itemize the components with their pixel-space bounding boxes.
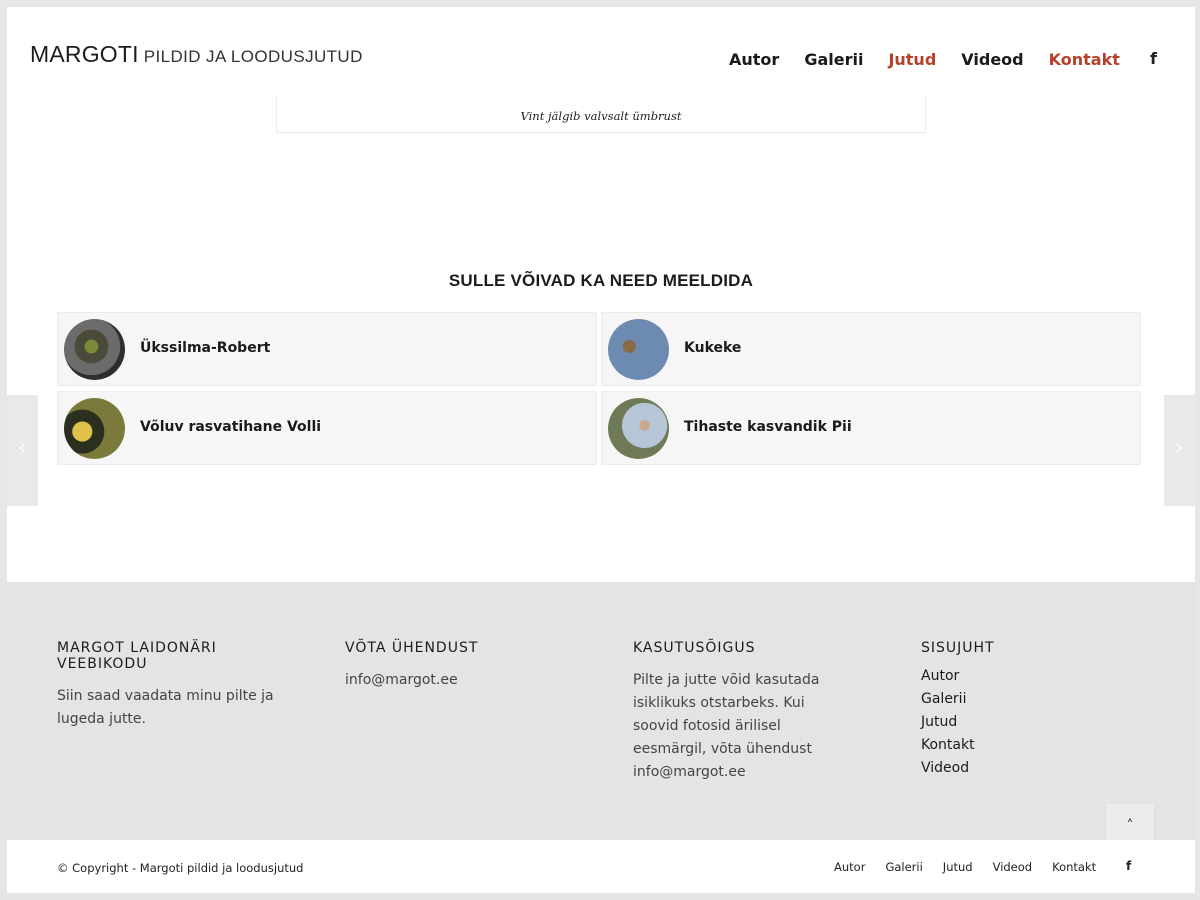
footer-column-about xyxy=(57,640,287,731)
logo-sub: PILDID JA LOODUSJUTUD xyxy=(143,47,363,66)
footer-heading: SISUJUHT xyxy=(921,640,995,656)
site-logo[interactable] xyxy=(30,41,363,68)
footer-heading: KASUTUSÕIGUS xyxy=(633,640,756,656)
footer-link-kontakt[interactable]: Kontakt xyxy=(921,737,975,753)
socket-link-jutud[interactable]: Jutud xyxy=(942,860,973,874)
footer-socket xyxy=(7,840,1195,893)
related-post-card[interactable] xyxy=(57,312,597,386)
facebook-icon[interactable]: f xyxy=(1126,859,1132,873)
footer-link-galerii[interactable]: Galerii xyxy=(921,691,967,707)
footer-email[interactable]: info@margot.ee xyxy=(345,672,458,688)
nav-item-videod[interactable]: Videod xyxy=(961,50,1024,69)
nav-item-jutud[interactable]: Jutud xyxy=(888,50,937,69)
footer-column-sitemap xyxy=(921,640,1151,780)
related-post-card[interactable] xyxy=(601,312,1141,386)
chevron-right-icon: › xyxy=(1175,435,1184,459)
site-header xyxy=(7,7,1195,97)
footer-link-autor[interactable]: Autor xyxy=(921,668,960,684)
nav-item-autor[interactable]: Autor xyxy=(729,50,780,69)
socket-link-autor[interactable]: Autor xyxy=(834,860,866,874)
logo-main: MARGOTI xyxy=(30,41,139,67)
related-post-thumbnail xyxy=(608,398,669,459)
footer-column-contact xyxy=(345,640,575,692)
related-post-card[interactable] xyxy=(601,391,1141,465)
image-caption: Vint jälgib valvsalt ümbrust xyxy=(520,109,682,123)
related-post-card[interactable] xyxy=(57,391,597,465)
footer-column-license xyxy=(633,640,853,784)
nav-item-kontakt[interactable]: Kontakt xyxy=(1048,50,1120,69)
related-post-title: Kukeke xyxy=(684,340,742,356)
socket-nav xyxy=(834,860,1116,874)
related-post-title: Võluv rasvatihane Volli xyxy=(140,419,322,435)
socket-link-galerii[interactable]: Galerii xyxy=(885,860,923,874)
site-footer xyxy=(7,582,1195,840)
image-caption-box xyxy=(276,96,926,133)
chevron-left-icon: ‹ xyxy=(18,435,27,459)
facebook-icon[interactable]: f xyxy=(1150,49,1157,68)
footer-heading: VÕTA ÜHENDUST xyxy=(345,640,479,656)
footer-link-jutud[interactable]: Jutud xyxy=(921,714,958,730)
socket-link-kontakt[interactable]: Kontakt xyxy=(1052,860,1097,874)
chevron-up-icon: ˄ xyxy=(1126,818,1134,834)
related-posts-title: SULLE VÕIVAD KA NEED MEELDIDA xyxy=(448,271,754,290)
footer-sitemap-list xyxy=(921,665,1151,780)
copyright-text: © Copyright - Margoti pildid ja loodusjutud xyxy=(57,861,304,875)
socket-link-videod[interactable]: Videod xyxy=(992,860,1033,874)
main-nav xyxy=(729,50,1145,69)
footer-link-videod[interactable]: Videod xyxy=(921,760,970,776)
footer-text: Pilte ja jutte võid kasutada isiklikuks otstarbeks. Kui soovid fotosid ärilisel eesmärgil, võta ühendust info@margot.ee xyxy=(633,672,820,780)
related-post-thumbnail xyxy=(64,398,125,459)
footer-text: Siin saad vaadata minu pilte ja lugeda jutte. xyxy=(57,688,274,727)
related-post-thumbnail xyxy=(608,319,669,380)
related-post-title: Tihaste kasvandik Pii xyxy=(684,419,852,435)
related-post-thumbnail xyxy=(64,319,125,380)
footer-heading: MARGOT LAIDONÄRI VEEBIKODU xyxy=(57,640,217,672)
prev-post-arrow[interactable] xyxy=(7,395,38,506)
nav-item-galerii[interactable]: Galerii xyxy=(804,50,864,69)
related-post-title: Ükssilma-Robert xyxy=(140,340,271,356)
page xyxy=(7,7,1195,893)
next-post-arrow[interactable] xyxy=(1164,395,1195,506)
